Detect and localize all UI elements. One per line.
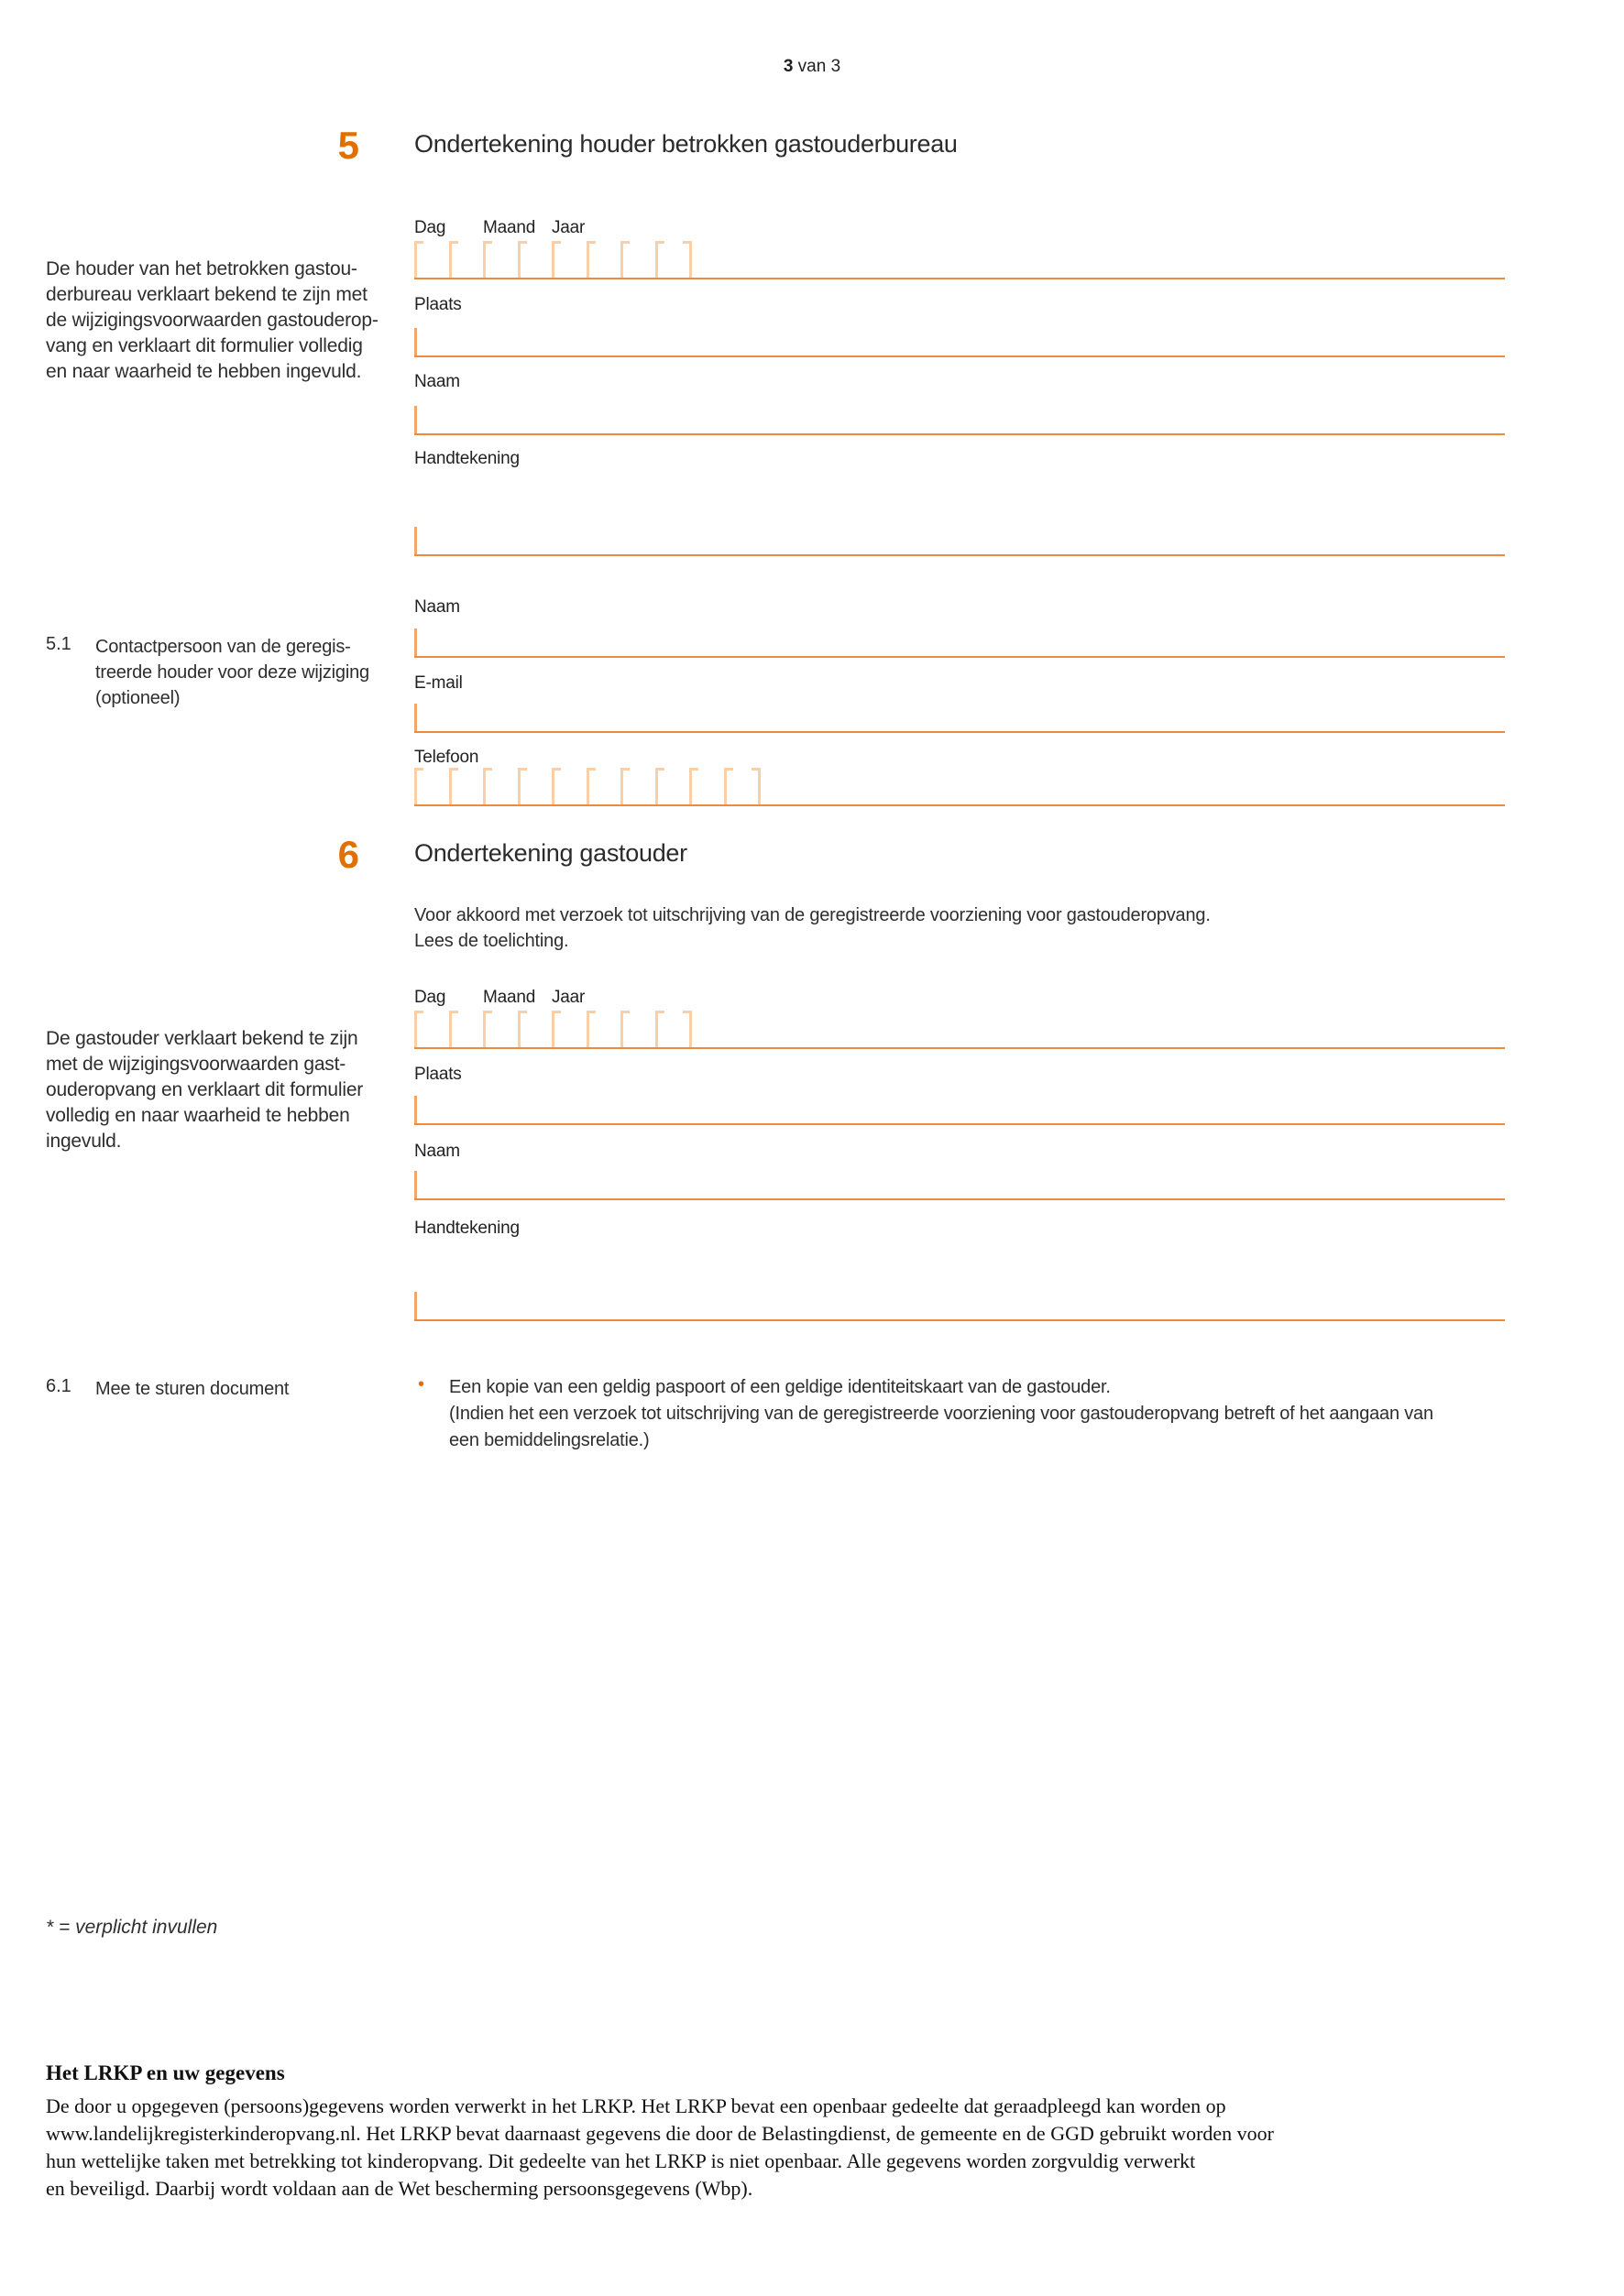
note-line: en naar waarheid te hebben ingevuld.: [46, 361, 362, 382]
section6-number: 6: [337, 833, 359, 876]
section6-naam-label: Naam: [414, 1142, 460, 1161]
bullet-icon: •: [418, 1374, 425, 1394]
section5-1-label: [95, 634, 369, 711]
lrkp-heading: Het LRKP en uw gegevens: [46, 2061, 285, 2084]
note-line: de wijzigingsvoorwaarden gastouderop-: [46, 310, 379, 331]
comb-tick: [689, 241, 692, 278]
note-line: De gastouder verklaart bekend te zijn: [46, 1028, 358, 1049]
comb-tick: [620, 768, 623, 804]
comb-tick: [620, 1011, 623, 1047]
lrkp-line: www.landelijkregisterkinderopvang.nl. Het LRKP bevat daarnaast gegevens die door de Belastingdienst, de gemeente en de GGD gebruikt worden voor: [46, 2122, 1274, 2145]
comb-tick: [552, 1011, 554, 1047]
comb-tick: [587, 768, 589, 804]
comb-tick: [414, 1011, 417, 1047]
section6-dag-label: Dag: [414, 988, 446, 1007]
note-line: ouderopvang en verklaart dit formulier: [46, 1079, 364, 1100]
comb-tick: [655, 241, 658, 278]
page-number: [0, 57, 1624, 77]
comb-tick: [483, 241, 486, 278]
section6-jaar-label: Jaar: [552, 988, 586, 1007]
bullet-text-line: Een kopie van een geldig paspoort of een geldige identiteitskaart van de gastouder.: [449, 1377, 1111, 1397]
lrkp-line: hun wettelijke taken met betrekking tot kinderopvang. Dit gedeelte van het LRKP is niet openbaar. Alle gegevens worden zorgvuldig verwerkt: [46, 2149, 1196, 2172]
section6-handtekening-input[interactable]: [414, 1292, 1505, 1321]
section6-intro-line2: Lees de toelichting.: [414, 931, 569, 951]
page-number-current: 3: [783, 57, 794, 76]
section5-dag-label: Dag: [414, 218, 446, 237]
section5-title: Ondertekening houder betrokken gastouderbureau: [414, 130, 958, 158]
comb-tick: [552, 241, 554, 278]
note-line: met de wijzigingsvoorwaarden gast-: [46, 1054, 346, 1075]
comb-tick: [655, 768, 658, 804]
lrkp-line: De door u opgegeven (persoons)gegevens worden verwerkt in het LRKP. Het LRKP bevat een openbaar gedeelte dat geraadpleegd kan worden op: [46, 2094, 1226, 2117]
section5-jaar-label: Jaar: [552, 218, 586, 237]
section5-handtekening-label: Handtekening: [414, 449, 520, 468]
section5-naam-input[interactable]: [414, 406, 1505, 435]
note-line: De houder van het betrokken gastou-: [46, 258, 357, 279]
section5-handtekening-input[interactable]: [414, 527, 1505, 556]
sub-label-line: treerde houder voor deze wijziging: [95, 662, 369, 683]
comb-tick: [518, 241, 521, 278]
required-fields-note: * = verplicht invullen: [46, 1917, 218, 1938]
section5-number: 5: [337, 124, 359, 167]
field-start-tick: [414, 629, 417, 656]
comb-tick: [414, 768, 417, 804]
section5-date-input[interactable]: [414, 239, 1505, 279]
section5-maand-label: Maand: [483, 218, 536, 237]
section5-1-telefoon-label: Telefoon: [414, 748, 479, 767]
section6-plaats-label: Plaats: [414, 1065, 462, 1084]
comb-tick: [620, 241, 623, 278]
comb-tick: [587, 241, 589, 278]
note-line: volledig en naar waarheid te hebben: [46, 1105, 350, 1126]
comb-tick: [414, 241, 417, 278]
comb-tick: [483, 768, 486, 804]
field-start-tick: [414, 328, 417, 355]
comb-tick: [689, 1011, 692, 1047]
section5-declaration-note: [46, 257, 379, 385]
comb-tick: [449, 241, 452, 278]
section6-intro-line1: Voor akkoord met verzoek tot uitschrijving van de geregistreerde voorziening voor gastouderopvang.: [414, 905, 1211, 925]
section5-plaats-input[interactable]: [414, 328, 1505, 357]
comb-tick: [449, 768, 452, 804]
section5-1-number: 5.1: [46, 634, 71, 654]
comb-tick: [518, 1011, 521, 1047]
note-line: ingevuld.: [46, 1131, 122, 1152]
comb-tick: [449, 1011, 452, 1047]
field-start-tick: [414, 1171, 417, 1198]
comb-tick: [655, 1011, 658, 1047]
field-start-tick: [414, 527, 417, 554]
page-number-suffix: van 3: [793, 57, 841, 76]
bullet-text-line: een bemiddelingsrelatie.): [449, 1430, 650, 1450]
section5-1-telefoon-input[interactable]: [414, 766, 1505, 806]
section5-naam-label: Naam: [414, 372, 460, 391]
field-start-tick: [414, 1292, 417, 1319]
section6-handtekening-label: Handtekening: [414, 1219, 520, 1238]
section5-1-naam-input[interactable]: [414, 629, 1505, 658]
note-line: vang en verklaart dit formulier volledig: [46, 335, 363, 356]
sub-label-line: Contactpersoon van de geregis-: [95, 637, 351, 657]
section6-1-label: Mee te sturen document: [95, 1379, 290, 1399]
field-start-tick: [414, 1096, 417, 1123]
section6-maand-label: Maand: [483, 988, 536, 1007]
section5-1-email-input[interactable]: [414, 704, 1505, 733]
comb-tick: [758, 768, 761, 804]
section6-1-document-text: [449, 1374, 1433, 1454]
bullet-text-line: (Indien het een verzoek tot uitschrijving van de geregistreerde voorziening voor gastouderopvang betreft of het aangaan van: [449, 1404, 1433, 1424]
section5-1-naam-label: Naam: [414, 597, 460, 617]
section6-naam-input[interactable]: [414, 1171, 1505, 1200]
section6-plaats-input[interactable]: [414, 1096, 1505, 1125]
section5-1-email-label: E-mail: [414, 673, 463, 693]
comb-tick: [483, 1011, 486, 1047]
section6-title: Ondertekening gastouder: [414, 839, 687, 867]
comb-tick: [587, 1011, 589, 1047]
note-line: derbureau verklaart bekend te zijn met: [46, 284, 368, 305]
field-start-tick: [414, 704, 417, 731]
comb-tick: [518, 768, 521, 804]
lrkp-paragraph: [46, 2093, 1274, 2203]
section6-declaration-note: [46, 1026, 363, 1154]
comb-tick: [724, 768, 727, 804]
comb-tick: [689, 768, 692, 804]
section6-date-input[interactable]: [414, 1009, 1505, 1049]
sub-label-line: (optioneel): [95, 688, 181, 708]
comb-tick: [552, 768, 554, 804]
section5-plaats-label: Plaats: [414, 295, 462, 314]
field-start-tick: [414, 406, 417, 433]
section6-1-number: 6.1: [46, 1376, 71, 1396]
lrkp-line: en beveiligd. Daarbij wordt voldaan aan de Wet bescherming persoonsgegevens (Wbp).: [46, 2177, 753, 2200]
